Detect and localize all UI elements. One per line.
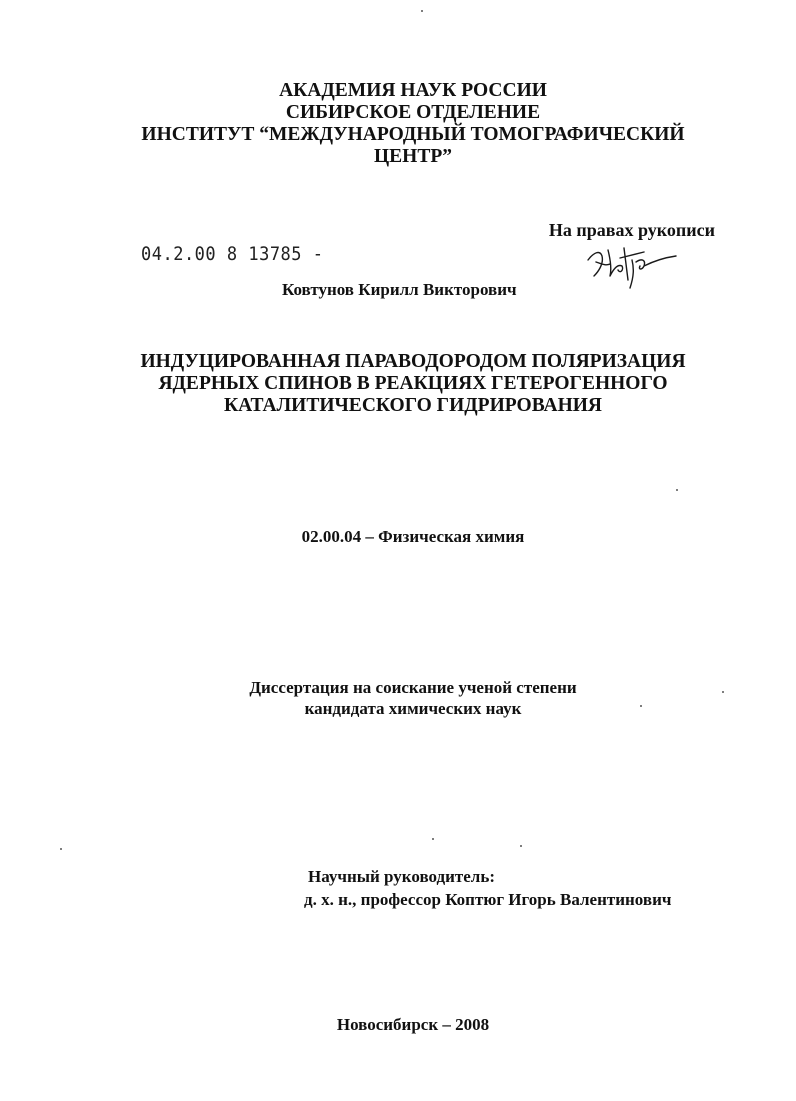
- degree-statement: [0, 677, 796, 719]
- scan-speck: [60, 848, 62, 850]
- author-name: Ковтунов Кирилл Викторович: [282, 280, 517, 299]
- supervisor-label: Научный руководитель:: [308, 867, 495, 886]
- header-line-institute: ИНСТИТУТ “МЕЖДУНАРОДНЫЙ ТОМОГРАФИЧЕСКИЙ: [141, 124, 685, 145]
- dissertation-title: [0, 351, 796, 417]
- registration-number-stamp: 04.2.00 8 13785 -: [141, 243, 324, 266]
- scan-speck: [676, 489, 678, 491]
- handwritten-signature: [580, 240, 690, 300]
- title-line-3: КАТАЛИТИЧЕСКОГО ГИДРИРОВАНИЯ: [224, 395, 602, 416]
- scan-speck: [421, 10, 423, 12]
- title-line-2: ЯДЕРНЫХ СПИНОВ В РЕАКЦИЯХ ГЕТЕРОГЕННОГО: [158, 373, 668, 394]
- degree-line-1: Диссертация на соискание ученой степени: [249, 678, 577, 697]
- scan-speck: [520, 845, 522, 847]
- manuscript-rights-note: На правах рукописи: [548, 220, 715, 240]
- scan-speck: [640, 705, 642, 707]
- scan-speck: [722, 691, 724, 693]
- specialty-code: 02.00.04 – Физическая химия: [301, 527, 525, 546]
- scan-speck: [432, 838, 434, 840]
- header-line-center: ЦЕНТР”: [373, 146, 452, 167]
- place-and-year: Новосибирск – 2008: [336, 1015, 490, 1034]
- supervisor-name: д. х. н., профессор Коптюг Игорь Валентинович: [304, 890, 672, 909]
- header-line-academy: АКАДЕМИЯ НАУК РОССИИ: [279, 80, 547, 101]
- institution-header: [0, 80, 796, 168]
- degree-line-2: кандидата химических наук: [304, 699, 522, 718]
- header-line-branch: СИБИРСКОЕ ОТДЕЛЕНИЕ: [285, 102, 541, 123]
- title-line-1: ИНДУЦИРОВАННАЯ ПАРАВОДОРОДОМ ПОЛЯРИЗАЦИЯ: [140, 351, 686, 372]
